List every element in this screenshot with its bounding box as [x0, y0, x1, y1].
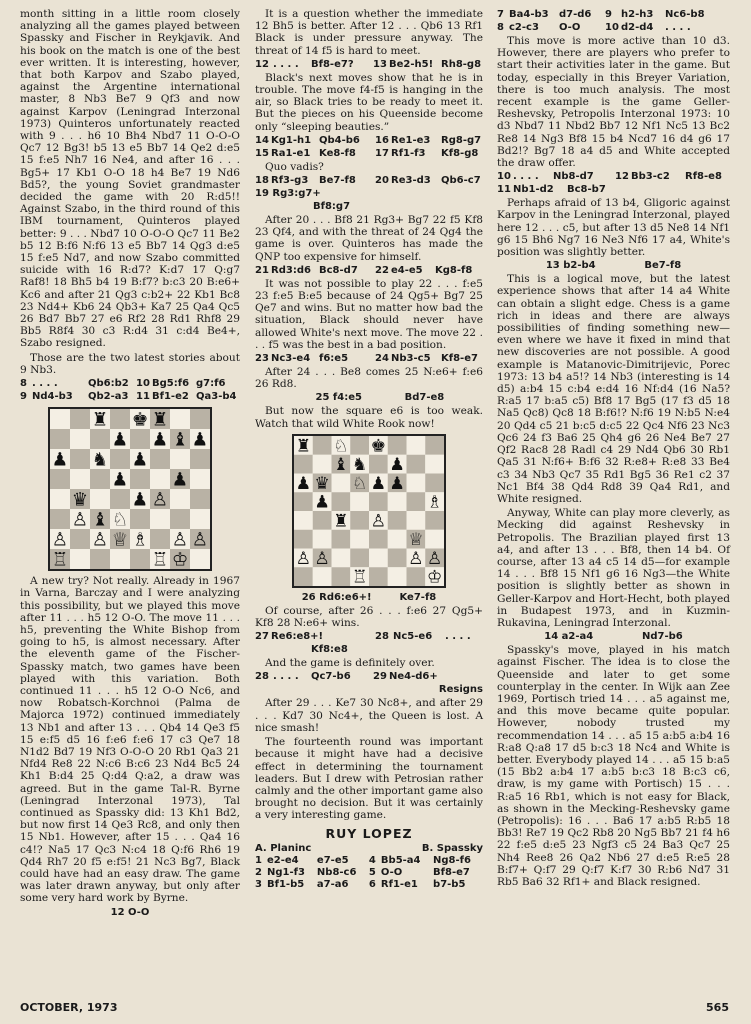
paragraph: After 20 . . . Bf8 21 Rg3+ Bg7 22 f5 Kf8 23 Qf4, and with the threat of 24 Qg4 the game is over. Quinteros has made the QNP too expensive for himself.	[255, 214, 483, 263]
board-square	[294, 455, 313, 474]
board-square	[190, 489, 210, 509]
white-pawn-piece: ♙	[426, 548, 443, 569]
board-square	[369, 567, 388, 586]
move-cell: Bb5-a4	[380, 854, 421, 866]
players	[255, 843, 483, 855]
board-square	[407, 567, 426, 586]
board-square	[50, 409, 70, 429]
move-cell: e2-e4	[267, 854, 299, 866]
board-square	[407, 436, 426, 455]
white-pawn-piece: ♙	[171, 529, 189, 551]
board-square	[407, 492, 426, 511]
black-pawn-piece: ♟	[191, 429, 209, 451]
move-cell: 5	[368, 866, 376, 878]
board-square	[332, 530, 351, 549]
board-square	[70, 549, 90, 569]
board-square	[407, 511, 426, 530]
board-square	[350, 492, 369, 511]
board-square	[70, 529, 90, 549]
board-square	[425, 473, 444, 492]
chessboard-svg	[50, 409, 210, 569]
board-square	[388, 548, 407, 567]
board-square	[332, 473, 351, 492]
black-pawn-piece: ♟	[314, 492, 330, 513]
white-knight-piece: ♘	[351, 473, 368, 494]
move-row	[255, 879, 483, 891]
board-square	[350, 530, 369, 549]
resigns-label: Resigns	[438, 684, 483, 696]
board-square	[425, 511, 444, 530]
move-cell: Bf8-e7	[433, 866, 470, 878]
move-cell: a7-a6	[316, 878, 349, 890]
board-square	[50, 429, 70, 449]
chess-diagram	[48, 407, 212, 571]
paragraph: A new try? Not really. Already in 1967 in Varna, Barczay and I were analyzing this possibility, but we played this move after 11 . . . h5 12 O-O. The move 11 . . . h5, preventing the White Bishop from going to h5, is almost necessary. After the eleventh game of the Fischer-Spassky match, two games have been played with this variation. Both continued 11 . . . h5 12 O-O Nc6, and now Robatsch-Korchnoi (Palma de Majorca 1972) continued immediately 13 Nb1 and after 13 . . . Qb4 14 Qe3 f5 15 e:f5 d5 16 f:e6 f:e6 17 c3 Qe7 18 N1d2 Bd7 19 Nf3 O-O-O 20 Rb1 Qa3 21 Nfd4 Re8 22 N:c6 B:c6 23 Nd4 Bc5 24 Kh1 B:d4 25 Q:d4 Q:a2, a draw was agreed. But in the game Tal-R. Byrne (Leningrad Interzonal 1973), Tal continued as Spassky did: 13 Kh1 Bd2, but now first 14 Qe3 Rc8, and only then 15 Nb1. However, after 15 . . . Qa4 16 c4!? Na5 17 Qc3 N:c4 18 Q:f6 Rh6 19 Qd4 Rh7 20 f5 e:f5! 21 Nc3 Bg7, Black could have had an easy draw. The game was later drawn anyway, but only after some very hard work by Byrne.	[20, 575, 240, 905]
move-cell: Bf1-b5	[267, 878, 305, 890]
move-line: 21 Rd3:d6 Bc8-d7 22 e4-e5 Kg8-f8	[255, 264, 473, 276]
move-line: 11 Nb1-d2 Bc8-b7	[497, 184, 606, 196]
board-square	[190, 509, 210, 529]
paragraph: Perhaps afraid of 13 b4, Gligoric against Karpov in the Leningrad Interzonal, played here 12 . . . c5, but after 13 d5 Ne8 14 Nf1 g6 15 Bh6 Ng7 16 Ne3 Nf6 17 a4, White's position was slightly better.	[497, 197, 730, 259]
board-square	[70, 409, 90, 429]
board-square	[425, 530, 444, 549]
chess-diagram	[292, 434, 446, 588]
column-1	[20, 8, 240, 920]
white-pawn-piece: ♙	[370, 511, 387, 532]
board-square	[350, 436, 369, 455]
move-line: 12 O-O	[110, 906, 150, 918]
move-cell: O-O	[380, 866, 403, 878]
column-3	[497, 8, 730, 890]
white-rook-piece: ♖	[351, 567, 368, 586]
board-square	[170, 489, 190, 509]
board-square	[294, 530, 313, 549]
move-line: 15 Ra1-e1 Ke8-f8 17 Rf1-f3 Kf8-g8	[255, 147, 479, 159]
white-player: A. Planinc	[255, 842, 312, 854]
black-bishop-piece: ♝	[333, 455, 349, 475]
board-square	[90, 489, 110, 509]
white-pawn-piece: ♙	[408, 548, 424, 569]
board-square	[130, 549, 150, 569]
white-bishop-piece: ♗	[131, 529, 149, 551]
white-knight-piece: ♘	[333, 436, 349, 457]
paragraph: Quo vadis?	[265, 160, 324, 173]
black-king-piece: ♚	[131, 409, 149, 431]
move-cell: Rf1-e1	[380, 878, 418, 890]
black-king-piece: ♚	[370, 436, 387, 457]
move-line: 27 Re6:e8+! 28 Nc5-e6 . . . .	[255, 631, 471, 643]
move-line: 25 f4:e5 Bd7-e8	[315, 392, 445, 404]
board-square	[369, 548, 388, 567]
white-pawn-piece: ♙	[191, 529, 209, 551]
game-heading: RUY LOPEZ	[325, 825, 413, 841]
board-square	[70, 469, 90, 489]
move-cell: Ng1-f3	[267, 866, 305, 878]
board-square	[150, 469, 170, 489]
board-square	[70, 429, 90, 449]
board-square	[170, 449, 190, 469]
column-2	[255, 8, 483, 891]
white-bishop-piece: ♗	[426, 492, 443, 513]
move-line: 19 Rg3:g7+	[255, 188, 321, 200]
move-cell: e7-e5	[316, 854, 349, 866]
paragraph: But now the square e6 is too weak. Watch that wild White Rook now!	[255, 405, 483, 430]
opening-moves-table	[255, 855, 483, 891]
board-square	[313, 530, 332, 549]
white-pawn-piece: ♙	[295, 548, 312, 569]
board-square	[190, 409, 210, 429]
paragraph: After 24 . . . Be8 comes 25 N:e6+ f:e6 26 Rd8.	[255, 366, 483, 391]
black-rook-piece: ♜	[91, 409, 109, 431]
paragraph: It is a question whether the immediate 12 Bh5 is better. After 12 . . . Qb6 13 Rf1 Black is under pressure anyway. The threat of 14 f5 is hard to meet.	[255, 8, 483, 57]
paragraph: This move is more active than 10 d3. However, there are players who prefer to start their activities later in the game. But today, especially in this Breyer Variation, there is too much analysis. The most recent example is the game Geller-Reshevsky, Petropolis Interzonal 1973: 10 d3 Nbd7 11 Nbd2 Bb7 12 Nf1 Nc5 13 Bc2 Re8 14 Ng3 Bf8 15 b4 Ncd7 16 d4 g6 17 Bd2!? Bg7 18 a4 d5 and White accepted the draw offer.	[497, 35, 730, 170]
black-queen-piece: ♛	[314, 473, 330, 494]
white-pawn-piece: ♙	[71, 509, 89, 531]
board-square	[369, 492, 388, 511]
board-square	[294, 511, 313, 530]
black-pawn-piece: ♟	[295, 473, 312, 494]
move-cell: b7-b5	[433, 878, 466, 890]
move-line: 7 Ba4-b3 d7-d6 9 h2-h3 Nc6-b8	[497, 9, 705, 20]
black-knight-piece: ♞	[91, 449, 109, 471]
white-pawn-piece: ♙	[51, 529, 69, 551]
board-square	[294, 567, 313, 586]
page-number: 565	[706, 1001, 729, 1014]
black-pawn-piece: ♟	[171, 469, 189, 491]
board-square	[70, 449, 90, 469]
board-square	[50, 469, 70, 489]
board-square	[110, 409, 130, 429]
move-line: 8 . . . . Qb6:b2 10 Bg5:f6 g7:f6	[20, 378, 226, 390]
move-line: 14 a2-a4 Nd7-b6	[544, 631, 683, 643]
board-square	[190, 469, 210, 489]
board-square	[90, 549, 110, 569]
board-square	[150, 509, 170, 529]
move-line: 12 . . . . Bf8-e7? 13 Be2-h5! Rh8-g8	[255, 58, 482, 70]
board-square	[313, 567, 332, 586]
paragraph: Black's next moves show that he is in trouble. The move f4-f5 is hanging in the air, so Black tries to be ready to meet it. But the pieces on his Queenside become only “sleeping beauties.”	[255, 71, 483, 133]
white-king-piece: ♔	[426, 567, 443, 586]
paragraph: And the game is definitely over.	[265, 657, 435, 670]
board-square	[332, 548, 351, 567]
paragraph: Anyway, White can play more cleverly, as Mecking did against Reshevsky in Petropolis. The Brazilian played first 13 a4, and after 13 . . . Bf8, then 14 b4. Of course, after 13 a4 c5 14 d5—for example 14 . . . Bf8 15 Nf1 g6 16 Ng3—the White position is slightly better as shown in Geller-Karpov and Hort-Hecht, both played in Budapest 1973, and in Kuzmin-Rukavina, Leningrad Interzonal.	[497, 507, 730, 629]
board-square	[110, 449, 130, 469]
paragraph: It was not possible to play 22 . . . f:e5 23 f:e5 B:e5 because of 24 Qg5+ Bg7 25 Qe7 and wins. But no matter how bad the situation, Black should never have allowed White's next move. The move 22 . . . f5 was the best in a bad position.	[255, 277, 483, 351]
white-rook-piece: ♖	[51, 549, 69, 570]
board-square	[388, 492, 407, 511]
move-line: 23 Nc3-e4 f6:e5 24 Nb3-c5 Kf8-e7	[255, 353, 478, 365]
move-row	[255, 867, 483, 879]
black-pawn-piece: ♟	[131, 489, 149, 511]
board-square	[50, 509, 70, 529]
move-line: 9 Nd4-b3 Qb2-a3 11 Bf1-e2 Qa3-b4	[20, 391, 237, 403]
board-square	[150, 449, 170, 469]
board-square	[294, 492, 313, 511]
black-pawn-piece: ♟	[389, 455, 405, 475]
move-cell: Ng8-f6	[433, 854, 471, 866]
white-queen-piece: ♕	[111, 529, 129, 551]
board-square	[350, 511, 369, 530]
board-square	[130, 509, 150, 529]
move-line: Kf8:e8	[311, 644, 348, 656]
board-square	[90, 429, 110, 449]
board-square	[190, 449, 210, 469]
board-square	[388, 530, 407, 549]
board-square	[388, 511, 407, 530]
move-cell: Nb8-c6	[316, 866, 357, 878]
board-square	[332, 492, 351, 511]
black-player: B. Spassky	[421, 842, 483, 854]
board-square	[332, 567, 351, 586]
chessboard-svg	[294, 436, 444, 586]
move-row	[255, 855, 483, 867]
black-pawn-piece: ♟	[389, 473, 405, 494]
board-square	[350, 548, 369, 567]
board-square	[190, 549, 210, 569]
board-square	[407, 473, 426, 492]
board-square	[50, 489, 70, 509]
board-square	[313, 455, 332, 474]
move-line: 26 Rd6:e6+! Ke7-f8	[301, 591, 437, 603]
paragraph: The fourteenth round was important because it might have had a decisive effect in determining the tournament leaders. But I drew with Petrosian rather calmly and the other important game also brought no decision. But it was certainly a very interesting game.	[255, 736, 483, 822]
black-knight-piece: ♞	[351, 455, 368, 475]
move-line: 28 . . . . Qc7-b6 29 Ne4-d6+	[255, 671, 438, 683]
black-bishop-piece: ♝	[91, 509, 109, 531]
board-square	[110, 489, 130, 509]
white-king-piece: ♔	[171, 549, 189, 570]
move-line: 13 b2-b4 Be7-f8	[545, 260, 682, 272]
white-pawn-piece: ♙	[151, 489, 169, 511]
move-line: 10 . . . . Nb8-d7 12 Bb3-c2 Rf8-e8	[497, 171, 722, 183]
move-line: Bf8:g7	[313, 201, 351, 213]
white-queen-piece: ♕	[408, 530, 424, 550]
black-pawn-piece: ♟	[151, 429, 169, 451]
move-line: 18 Rf3-g3 Be7-f8 20 Re3-d3 Qb6-c7	[255, 175, 481, 187]
paragraph: After 29 . . . Ke7 30 Nc8+, and after 29 . . . Kd7 30 Nc4+, the Queen is lost. A nice smash!	[255, 697, 483, 734]
black-pawn-piece: ♟	[131, 449, 149, 471]
black-pawn-piece: ♟	[111, 469, 129, 491]
board-square	[90, 469, 110, 489]
paragraph: Spassky's move, played in his match against Fischer. The idea is to close the Queenside and later to get some counterplay in the center. In Wijk aan Zee 1969, Portisch tried 14 . . . a5 against me, and this move became quite popular. However, nobody trusted my recommendation 14 . . . a5 15 a:b5 a:b4 16 R:a8 Q:a8 17 d5 b:c3 18 Nc4 and White is better. Everybody played 14 . . . a5 15 b:a5 (15 Bb2 a:b4 17 a:b5 b:c3 18 B:c3 c6, draw, is my game with Portisch) 15 . . . R:a5 16 Rb1, which is not easy for Black, as shown in the Mecking-Reshevsky game (Petropolis): 16 . . . Ba6 17 a:b5 R:b5 18 Bb3! Re7 19 Qc2 Rb8 20 Ng5 Bb7 21 f4 h6 22 f:e5 d:e5 23 Ngf3 c5 24 Ba3 Qc7 25 Nh4 Ree8 26 Qa2 Nb6 27 d:e5 R:e5 28 B:f7+ Q:f7 29 Q:f7 K:f7 30 R:b6 Nd7 31 Rb5 Ba6 32 Rf1+ and Black resigned.	[497, 644, 730, 888]
board-square	[170, 409, 190, 429]
move-cell: 3	[255, 878, 262, 890]
board-square	[369, 455, 388, 474]
board-square	[388, 436, 407, 455]
board-square	[425, 436, 444, 455]
black-queen-piece: ♛	[71, 489, 89, 511]
board-square	[388, 567, 407, 586]
black-rook-piece: ♜	[333, 511, 349, 532]
black-bishop-piece: ♝	[171, 429, 189, 451]
move-cell: 2	[255, 866, 262, 878]
board-square	[170, 509, 190, 529]
black-pawn-piece: ♟	[111, 429, 129, 451]
board-square	[369, 530, 388, 549]
board-square	[313, 436, 332, 455]
board-square	[130, 429, 150, 449]
white-rook-piece: ♖	[151, 549, 169, 570]
white-pawn-piece: ♙	[314, 548, 330, 569]
move-line: 8 c2-c3 O-O 10 d2-d4 . . . .	[497, 22, 691, 33]
board-square	[407, 455, 426, 474]
black-rook-piece: ♜	[295, 436, 312, 457]
board-square	[130, 469, 150, 489]
paragraph: Those are the two latest stories about 9 Nb3.	[20, 351, 240, 376]
black-pawn-piece: ♟	[370, 473, 387, 494]
paragraph: Of course, after 26 . . . f:e6 27 Qg5+ Kf8 28 N:e6+ wins.	[255, 604, 483, 630]
move-cell: 4	[368, 854, 376, 866]
black-pawn-piece: ♟	[51, 449, 69, 471]
board-square	[110, 549, 130, 569]
board-square	[313, 511, 332, 530]
footer-date: OCTOBER, 1973	[20, 1001, 118, 1014]
paragraph: month sitting in a little room closely analyzing all the games played between Spassky and Fischer in Reykjavik. And his book on the match is one of the best ever written. It is interesting, however, that both Karpov and Szabo played, against the Argentine international master, 8 Nb3 Be7 9 Qf3 and now against Karpov (Leningrad Interzonal 1973) Quinteros unfortunately reacted with 9 . . . h6 10 Bh4 Nbd7 11 O-O-O Qc7 12 Bg3! b5 13 e5 Bb7 14 Qe2 d:e5 15 f:e5 Nh7 16 Ne4, and after 16 . . . Bg5+ 17 Kb1 O-O 18 h4 Be7 19 Nd6 Bd5?, the young Soviet grandmaster decided the game with 20 R:d5!! Against Szabo, in the third round of this IBM tournament, Quinteros played better: 9 . . . Nbd7 10 O-O-O Qc7 11 Be2 b5 12 B:f6 N:f6 13 e5 Bb7 14 Qg3 d:e5 15 f:e5 Nd7, and now Szabo committed suicide with 16 R:d7? K:d7 17 Q:g7 Raf8! 18 Bh5 b4 19 B:f7? b:c3 20 B:e6+ Kc6 and after 21 Qg3 c:b2+ 22 Kb1 Bc8 23 Nd4+ Kb6 24 Qb3+ Ka7 25 Qa4 Qc5 26 Bd7 Bb7 27 e6 Rf2 28 Rd1 Rhf8 29 Bb5 R8f4 30 c3 R:d4 31 c:d4 Be4+, Szabo resigned.	[20, 8, 240, 350]
board-square	[425, 455, 444, 474]
white-pawn-piece: ♙	[91, 529, 109, 551]
paragraph: This is a logical move, but the latest experience shows that after 14 a4 White can obtain a slight edge. Chess is a game rich in ideas and there are always possibilities of finding something new—even where we have it fixed in mind that new discoveries are not possible. A good example is Matanovic-Dimitrijevic, Porec 1973: 13 b4 a5!? 14 Nb3 (interesting is 14 d5) a:b4 15 c:b4 e:d4 16 Nf:d4 (16 Na5? R:a5 17 b:a5 c5) Bf8 17 Bg5 (17 f3 d5 18 Na5 Qc8) Qc8 18 B:f6!? N:f6 19 N:b5 N:e4 20 Qd4 c5 21 b:c5 d:c5 22 Qc4 Nf6 23 Nc3 Qc6 24 f3 Ba6 25 Qh4 g6 26 Ne4 Be7 27 Qf2 Rac8 28 Radl c4 29 Nd4 Qb6 30 Rb1 Qa5 31 N:f6+ B:f6 32 R:e8+ R:e8 33 Be4 c3 34 Nb3 Qc7 35 Rd1 Bg5 36 Re1 c2 37 Nc1 Bf4 38 Qd4 Rd8 39 Qa4 Rd1, and White resigned.	[497, 273, 730, 505]
move-line: 14 Kg1-h1 Qb4-b6 16 Re1-e3 Rg8-g7	[255, 134, 482, 146]
move-cell: 6	[368, 878, 376, 890]
black-rook-piece: ♜	[151, 409, 169, 431]
white-knight-piece: ♘	[111, 509, 129, 531]
move-cell: 1	[255, 854, 262, 866]
board-square	[150, 529, 170, 549]
